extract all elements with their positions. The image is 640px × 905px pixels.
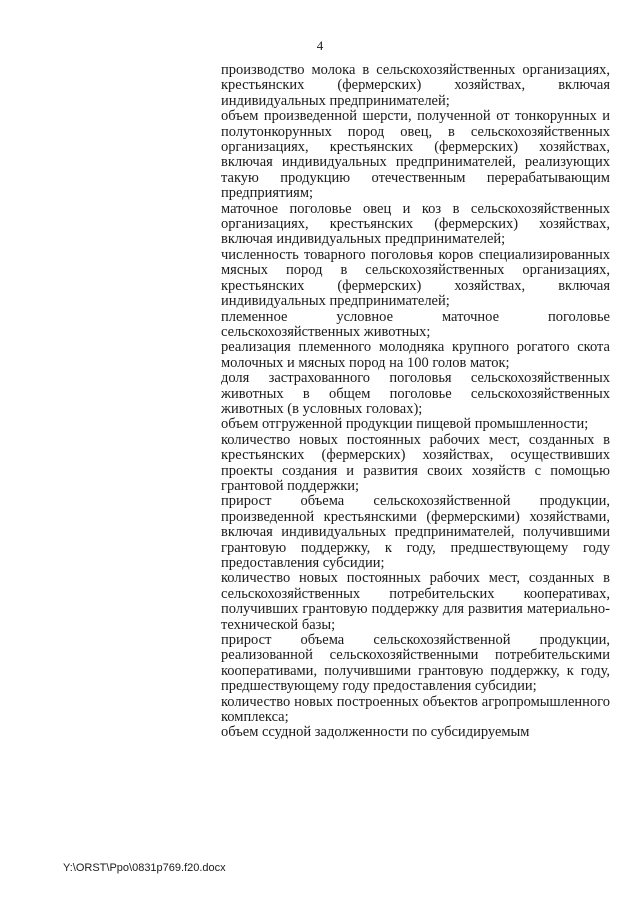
- paragraph-milk-production: производство молока в сельскохозяйственных организациях, крестьянских (фермерских) хозяйствах, включая индивидуальных предпринимателей;: [221, 62, 610, 109]
- paragraph-new-facilities: количество новых построенных объектов агропромышленного комплекса;: [221, 693, 610, 726]
- paragraph-breeding-stock: племенное условное маточное поголовье сельскохозяйственных животных;: [221, 308, 610, 340]
- page-number: 4: [316, 38, 324, 53]
- paragraph-food-industry: объем отгруженной продукции пищевой промышленности;: [221, 416, 589, 433]
- paragraph-farm-output-growth: прирост объема сельскохозяйственной продукции, произведенной крестьянскими (фермерскими) хозяйствами, включая индивидуальных предпринимателей, получившими грантовую поддержку, к году, предшествующему году предоставления субсидии;: [221, 493, 610, 571]
- paragraph-cooperative-jobs: количество новых постоянных рабочих мест, созданных в сельскохозяйственных потребительских кооперативах, получивших грантовую поддержку для развития материально-технической базы;: [221, 570, 610, 633]
- paragraph-insured-livestock: доля застрахованного поголовья сельскохозяйственных животных в общем поголовье сельскохозяйственных животных (в условных головах);: [221, 370, 610, 417]
- paragraph-cooperative-output-growth: прирост объема сельскохозяйственной продукции, реализованной сельскохозяйственными потребительскими кооперативами, получившими грантовую поддержку, к году, предшествующему году предоставления субсидии;: [221, 632, 610, 695]
- document-body: [221, 63, 610, 741]
- paragraph-beef-cows: численность товарного поголовья коров специализированных мясных пород в сельскохозяйственных организациях, крестьянских (фермерских) хозяйствах, включая индивидуальных предпринимателей;: [221, 246, 610, 310]
- paragraph-farm-jobs: количество новых постоянных рабочих мест, созданных в крестьянских (фермерских) хозяйствах, осуществивших проекты создания и развития своих хозяйств с помощью грантовой поддержки;: [221, 431, 610, 494]
- paragraph-sheep-goats: маточное поголовье овец и коз в сельскохозяйственных организациях, крестьянских (фермерских) хозяйствах, включая индивидуальных предпринимателей;: [221, 200, 610, 248]
- footer-file-path: Y:\ORST\Ppo\0831p769.f20.docx: [63, 862, 226, 874]
- paragraph-wool-volume: объем произведенной шерсти, полученной от тонкорунных и полутонкорунных пород овец, в сельскохозяйственных организациях, крестьянских (фермерских) хозяйствах, включая индивидуальных предпринимателей, реализующих такую продукцию отечественным перерабатывающим предприятиям;: [221, 108, 610, 202]
- paragraph-loan-debt: объем ссудной задолженности по субсидируемым: [221, 724, 530, 741]
- paragraph-young-cattle-sales: реализация племенного молодняка крупного рогатого скота молочных и мясных пород на 100 голов маток;: [221, 339, 610, 371]
